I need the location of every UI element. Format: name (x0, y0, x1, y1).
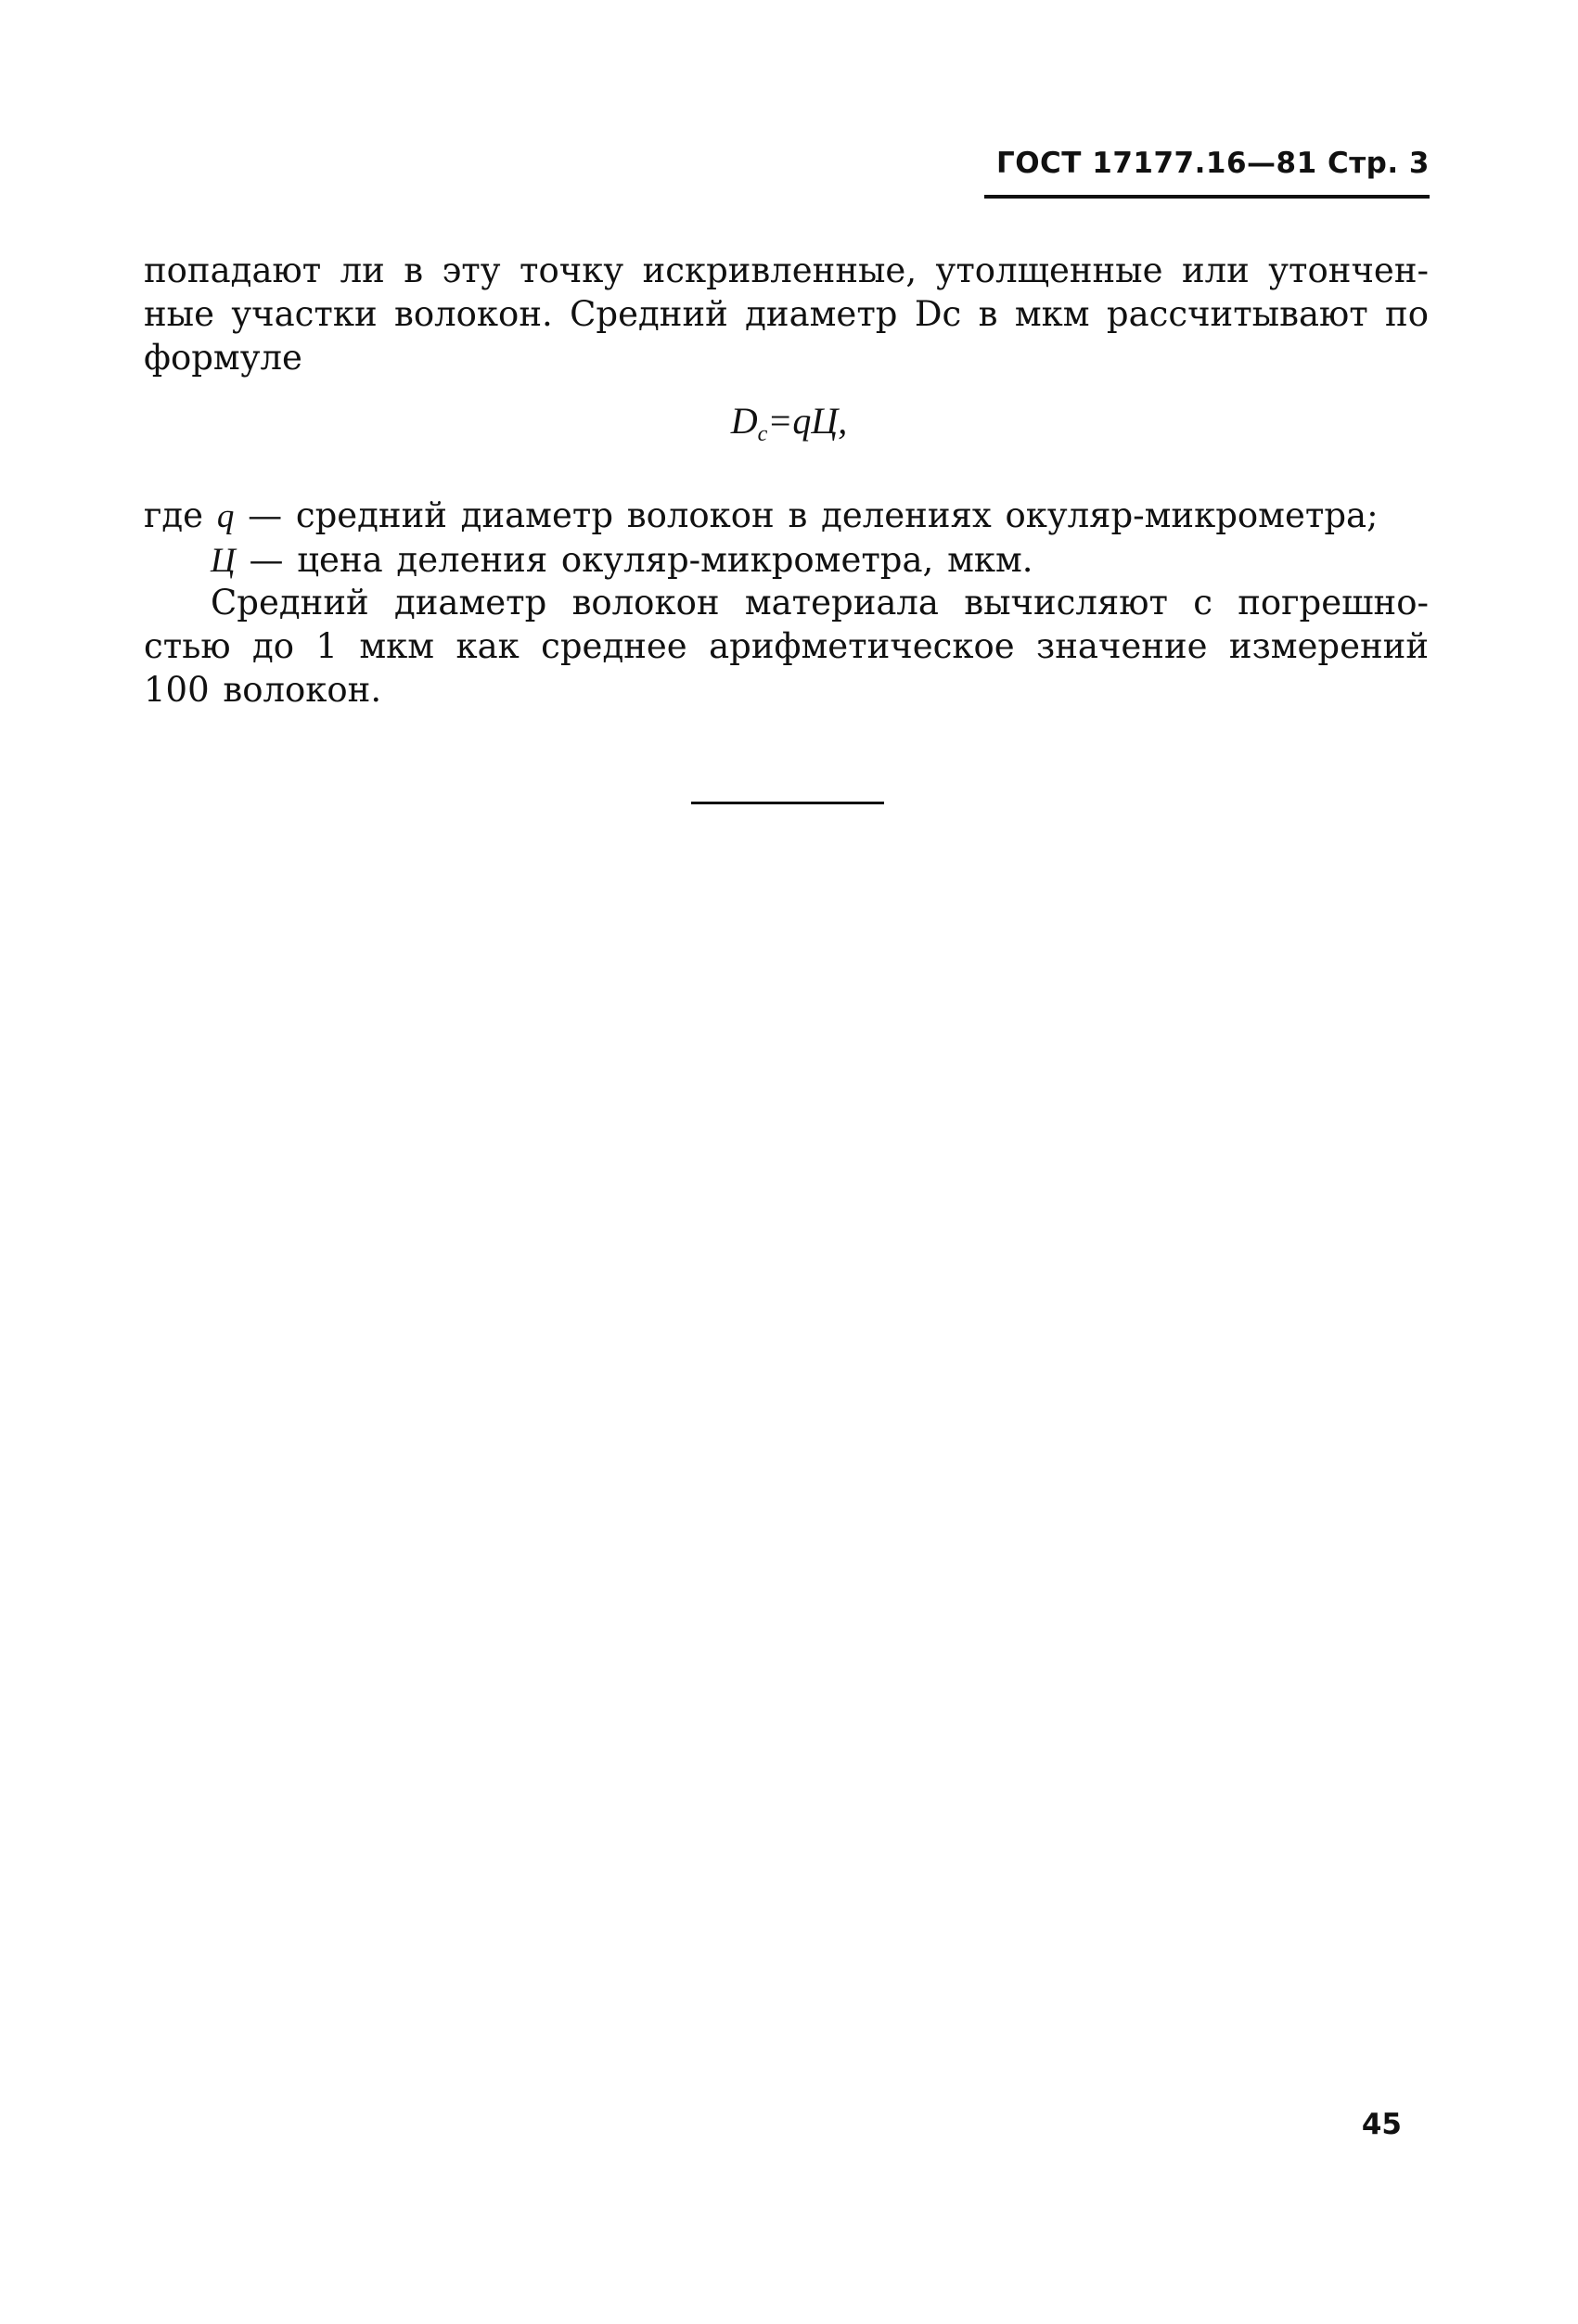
page-header: ГОСТ 17177.16—81 Стр. 3 (995, 147, 1430, 180)
definition-lead: где (144, 495, 217, 535)
formula-lhs: D (730, 400, 758, 442)
formula (0, 399, 1578, 447)
formula-lhs-subscript: c (757, 422, 768, 446)
end-rule (691, 802, 884, 804)
definition-c (144, 538, 1429, 583)
definition-text: — средний диаметр волокон в делениях окуляр-микрометра; (234, 495, 1379, 535)
variable-definitions (144, 494, 1429, 583)
page-number: 45 (1361, 2108, 1402, 2141)
definition-symbol: q (216, 497, 235, 535)
formula-rhs: =qЦ, (767, 400, 848, 442)
header-rule (984, 195, 1430, 199)
paragraph-1: попадают ли в эту точку искривленные, утолщенные или утонченные участки волокон. Средний диаметр Dc в мкм рассчитывают по формуле (144, 250, 1429, 378)
definition-text: — цена деления окуляр-микрометра, мкм. (235, 540, 1033, 580)
paragraph-2: Средний диаметр волокон материала вычисляют с погрешностью до 1 мкм как среднее арифметическое значение измерений 100 волокон. (144, 583, 1429, 710)
definition-q (144, 494, 1429, 538)
definition-symbol: Ц (211, 542, 236, 580)
